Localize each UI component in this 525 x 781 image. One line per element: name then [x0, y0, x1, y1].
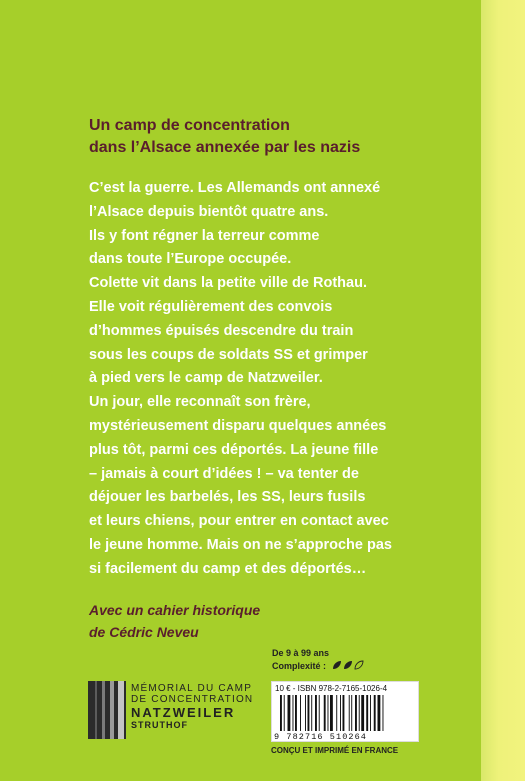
barcode-icon: [280, 695, 412, 731]
logo-line-1: MÉMORIAL DU CAMP: [131, 683, 253, 694]
isbn-barcode-box: [271, 681, 419, 742]
leaf-icon: [332, 660, 342, 670]
synopsis-line: d’hommes épuisés descendre du train: [89, 322, 354, 339]
synopsis-line: – jamais à court d’idées ! – va tenter de: [89, 465, 359, 482]
back-cover-heading: [89, 115, 429, 159]
spine-strip: [481, 0, 525, 781]
memorial-logo-text: [131, 683, 253, 731]
credit-line-1: Avec un cahier historique: [89, 602, 261, 618]
synopsis-text: [89, 177, 434, 582]
synopsis-line: sous les coups de soldats SS et grimper: [89, 346, 368, 363]
complexity-label: Complexité :: [272, 661, 327, 671]
historical-notebook-credit: [89, 599, 389, 643]
synopsis-line: si facilement du camp et des déportés…: [89, 560, 367, 577]
synopsis-line: l’Alsace depuis bientôt quatre ans.: [89, 203, 329, 220]
credit-line-2: de Cédric Neveu: [89, 624, 199, 640]
complexity-rating: [272, 660, 365, 673]
synopsis-line: Colette vit dans la petite ville de Rothau.: [89, 275, 367, 292]
synopsis-line: mystérieusement disparu quelques années: [89, 417, 387, 434]
synopsis-line: Elle voit régulièrement des convois: [89, 298, 333, 315]
synopsis-line: le jeune homme. Mais on ne s’approche pas: [89, 536, 392, 553]
logo-line-3: NATZWEILER: [131, 705, 236, 720]
synopsis-line: et leurs chiens, pour entrer en contact avec: [89, 513, 389, 530]
barcode-digits: 9 782716 510264: [274, 732, 368, 742]
synopsis-line: Un jour, elle reconnaît son frère,: [89, 394, 311, 411]
synopsis-line: Ils y font régner la terreur comme: [89, 227, 320, 244]
logo-line-2: DE CONCENTRATION: [131, 694, 254, 705]
synopsis-line: dans toute l’Europe occupée.: [89, 251, 292, 268]
synopsis-line: plus tôt, parmi ces déportés. La jeune fille: [89, 441, 379, 458]
heading-line-2: dans l’Alsace annexée par les nazis: [89, 139, 361, 156]
leaf-icon: [343, 660, 353, 670]
synopsis-line: C’est la guerre. Les Allemands ont annexé: [89, 180, 381, 196]
heading-line-1: Un camp de concentration: [89, 117, 290, 134]
isbn-price: 10 € - ISBN 978-2-7165-1026-4: [275, 684, 388, 693]
logo-line-4: STRUTHOF: [131, 720, 188, 730]
leaf-icon: [354, 660, 364, 670]
age-range: De 9 à 99 ans: [272, 648, 330, 658]
printed-in-france: CONÇU ET IMPRIMÉ EN FRANCE: [271, 746, 399, 755]
synopsis-line: déjouer les barbelés, les SS, leurs fusils: [89, 489, 366, 506]
complexity-leaves: [332, 660, 365, 673]
memorial-logo-icon: [88, 681, 126, 739]
synopsis-line: à pied vers le camp de Natzweiler.: [89, 370, 323, 387]
